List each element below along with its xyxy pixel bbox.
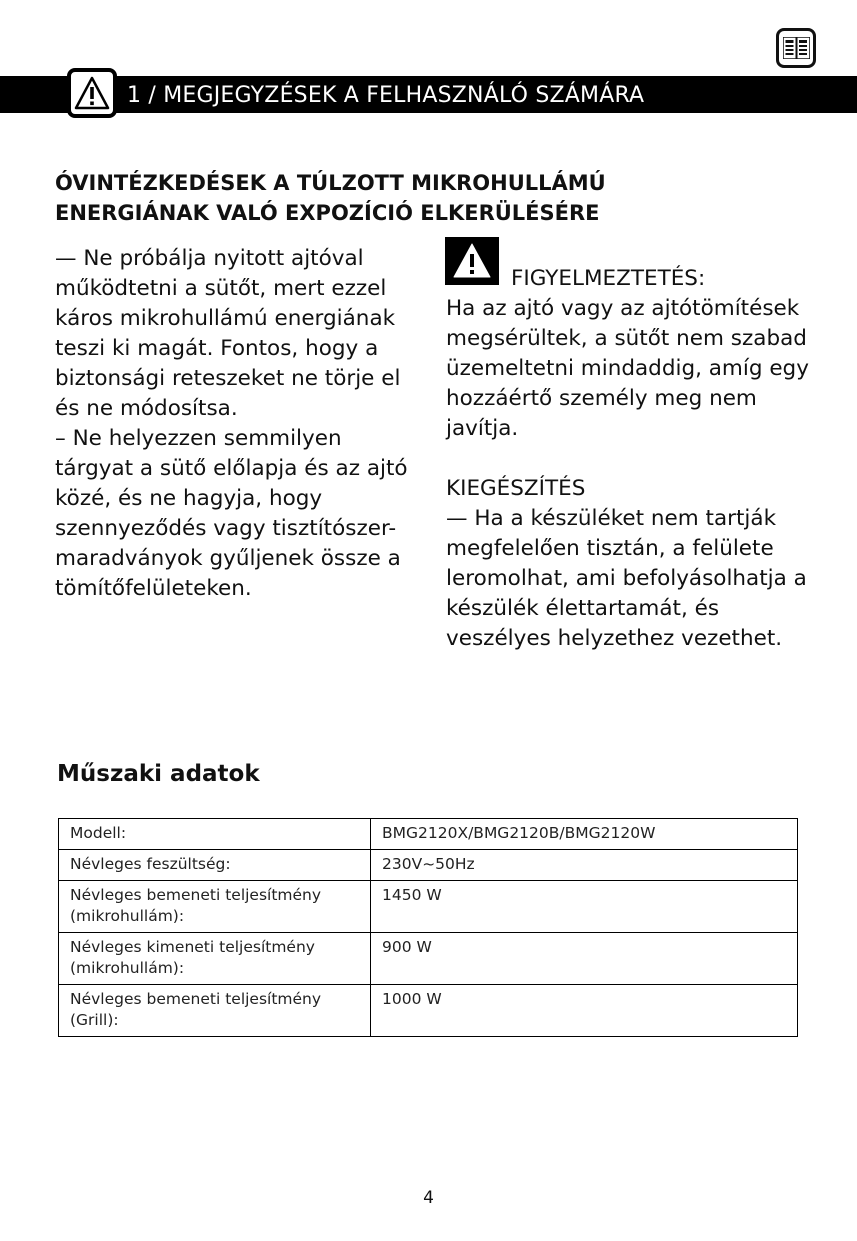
supplement-label: KIEGÉSZÍTÉS: [446, 476, 586, 501]
supplement-text: — Ha a készüléket nem tartják megfelelően tisztán, a felülete leromolhat, ami befolyásolhatja a készülék élettartamát, és veszélyes helyzethez vezethet.: [446, 506, 807, 651]
table-row: [59, 819, 798, 850]
manual-book-icon: [776, 28, 816, 68]
specs-table: [58, 818, 798, 1037]
table-row: [59, 881, 798, 933]
spec-value: 230V~50Hz: [371, 850, 798, 881]
warning-text: Ha az ajtó vagy az ajtótömítések megsérültek, a sütőt nem szabad üzemeltetni mindaddig, amíg egy hozzáértő személy meg nem javítja.: [446, 296, 809, 441]
spec-value: BMG2120X/BMG2120B/BMG2120W: [371, 819, 798, 850]
section-title-line-1: ÓVINTÉZKEDÉSEK A TÚLZOTT MIKROHULLÁMÚ: [55, 171, 606, 195]
left-paragraph-1: — Ne próbálja nyitott ajtóval működtetni a sütőt, mert ezzel káros mikrohullámú energiának teszi ki magát. Fontos, hogy a biztonsági reteszeket ne törje el és ne módosítsa.: [55, 246, 401, 421]
spec-label: Névleges bemeneti teljesítmény (mikrohullám):: [59, 881, 371, 933]
table-row: [59, 985, 798, 1037]
spec-value: 1000 W: [371, 985, 798, 1037]
spec-label: Modell:: [59, 819, 371, 850]
table-row: [59, 850, 798, 881]
header-title: 1 / MEGJEGYZÉSEK A FELHASZNÁLÓ SZÁMÁRA: [127, 83, 645, 108]
spec-label: Névleges feszültség:: [59, 850, 371, 881]
tech-title: Műszaki adatok: [57, 761, 260, 787]
warning-label: FIGYELMEZTETÉS:: [511, 266, 706, 291]
warning-triangle-icon: [67, 68, 117, 118]
left-column: [55, 244, 425, 604]
spec-value: 900 W: [371, 933, 798, 985]
spec-value: 1450 W: [371, 881, 798, 933]
section-title: [55, 168, 755, 228]
page-number: 4: [423, 1188, 434, 1208]
right-column: [446, 294, 826, 654]
table-row: [59, 933, 798, 985]
spec-label: Névleges kimeneti teljesítmény (mikrohullám):: [59, 933, 371, 985]
spec-label: Névleges bemeneti teljesítmény (Grill):: [59, 985, 371, 1037]
left-paragraph-2: – Ne helyezzen semmilyen tárgyat a sütő előlapja és az ajtó közé, és ne hagyja, hogy szennyeződés vagy tisztítószer-maradványok gyűljenek össze a tömítőfelületeken.: [55, 426, 408, 601]
section-title-line-2: ENERGIÁNAK VALÓ EXPOZÍCIÓ ELKERÜLÉSÉRE: [55, 201, 600, 225]
warning-icon: [445, 237, 499, 285]
